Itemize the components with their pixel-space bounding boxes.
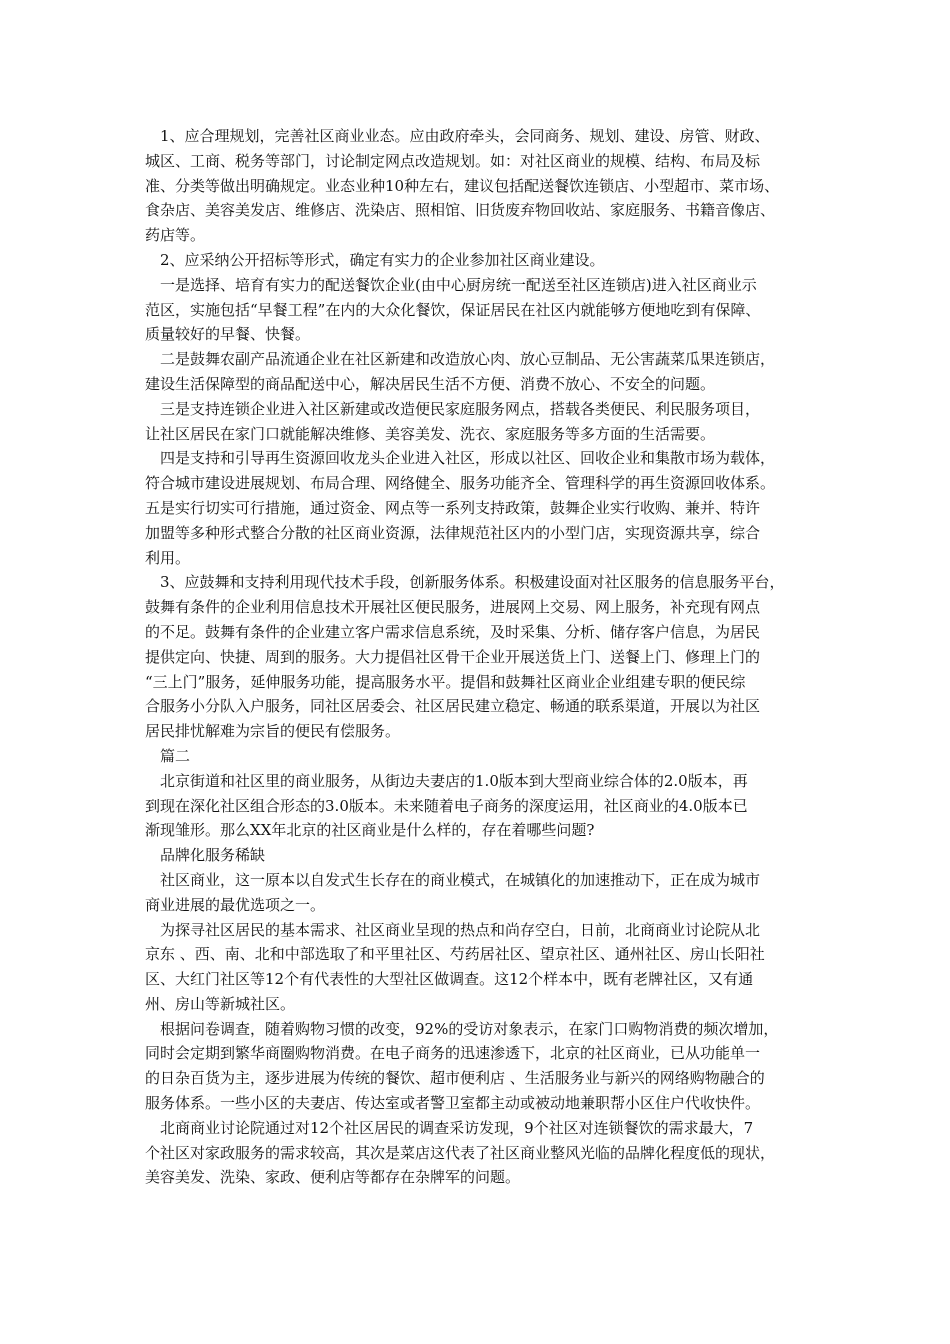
paragraph-p4 — [145, 347, 813, 397]
text-line: 同时会定期到繁华商圈购物消费。在电子商务的迅速渗透下，北京的社区商业，已从功能单一 — [145, 1044, 761, 1063]
text-line: 到现在深化社区组合形态的3.0版本。未来随着电子商务的深度运用，社区商业的4.0版本已 — [145, 796, 748, 815]
text-line: 的不足。鼓舞有条件的企业建立客户需求信息系统，及时采集、分析、储存客户信息，为居民 — [145, 622, 761, 641]
text-line: 州、房山等新城社区。 — [145, 994, 296, 1013]
text-line: 四是支持和引导再生资源回收龙头企业进入社区，形成以社区、回收企业和集散市场为载体， — [145, 449, 776, 468]
text-line: 3、应鼓舞和支持利用现代技术手段，创新服务体系。积极建设面对社区服务的信息服务平台， — [145, 573, 785, 592]
text-line: 篇二 — [145, 746, 191, 765]
text-line: 服务体系。一些小区的夫妻店、传达室或者警卫室都主动或被动地兼职帮小区住户代收快件。 — [145, 1094, 761, 1113]
text-line: 质量较好的早餐、快餐。 — [145, 325, 311, 344]
text-line: 准、分类等做出明确规定。业态业种10种左右，建议包括配送餐饮连锁店、小型超市、菜市场、 — [145, 176, 780, 195]
paragraph-p7 — [145, 570, 813, 744]
text-line: 居民排忧解难为宗旨的便民有偿服务。 — [145, 722, 401, 741]
text-line: 为探寻社区居民的基本需求、社区商业呈现的热点和尚存空白，日前，北商商业讨论院从北 — [145, 920, 761, 939]
text-line: 二是鼓舞农副产品流通企业在社区新建和改造放心肉、放心豆制品、无公害蔬菜瓜果连锁店， — [145, 350, 776, 369]
text-line: 建设生活保障型的商品配送中心，解决居民生活不方便、消费不放心、不安全的问题。 — [145, 374, 716, 393]
paragraph-p1 — [145, 124, 813, 248]
paragraph-p2 — [145, 248, 813, 273]
paragraph-p10 — [145, 843, 813, 868]
text-line: 加盟等多种形式整合分散的社区商业资源，法律规范社区内的小型门店，实现资源共享，综合 — [145, 523, 761, 542]
text-line: 区、大红门社区等12个有代表性的大型社区做调查。这12个样本中，既有老牌社区，又有通 — [145, 970, 754, 989]
text-line: 品牌化服务稀缺 — [145, 846, 266, 865]
paragraph-p12 — [145, 918, 813, 1017]
text-line: 三是支持连锁企业进入社区新建或改造便民家庭服务网点，搭载各类便民、利民服务项目， — [145, 399, 761, 418]
paragraph-p9 — [145, 769, 813, 843]
text-line: 范区，实施包括“早餐工程”在内的大众化餐饮，保证居民在社区内就能够方便地吃到有保障、 — [145, 300, 761, 319]
text-line: 合服务小分队入户服务，同社区居委会、社区居民建立稳定、畅通的联系渠道，开展以为社区 — [145, 697, 761, 716]
text-line: 的日杂百货为主，逐步进展为传统的餐饮、超市便利店 、生活服务业与新兴的网络购物融合的 — [145, 1069, 765, 1088]
paragraph-p8 — [145, 744, 813, 769]
text-line: 京东 、西、南、北和中部选取了和平里社区、芍药居社区、望京社区、通州社区、房山长阳社 — [145, 945, 765, 964]
text-line: 提供定向、快捷、周到的服务。大力提倡社区骨干企业开展送货上门、送餐上门、修理上门的 — [145, 647, 761, 666]
paragraph-p13 — [145, 1017, 813, 1116]
text-line: 商业进展的最优选项之一。 — [145, 895, 326, 914]
text-line: “三上门”服务，延伸服务功能，提高服务水平。提倡和鼓舞社区商业企业组建专职的便民综 — [145, 672, 746, 691]
text-line: 一是选择、培育有实力的配送餐饮企业(由中心厨房统一配送至社区连锁店)进入社区商业示 — [145, 275, 757, 294]
paragraph-p14 — [145, 1116, 813, 1190]
text-line: 五是实行切实可行措施，通过资金、网点等一系列支持政策，鼓舞企业实行收购、兼并、特许 — [145, 498, 761, 517]
text-line: 北商商业讨论院通过对12个社区居民的调查采访发现，9个社区对连锁餐饮的需求最大，7 — [145, 1118, 754, 1137]
text-line: 根据问卷调查，随着购物习惯的改变，92%的受访对象表示，在家门口购物消费的频次增加， — [145, 1019, 779, 1038]
text-line: 渐现雏形。那么XX年北京的社区商业是什么样的，存在着哪些问题? — [145, 821, 595, 840]
document-body — [145, 124, 813, 1190]
text-line: 符合城市建设进展规划、布局合理、网络健全、服务功能齐全、管理科学的再生资源回收体系。 — [145, 474, 776, 493]
text-line: 社区商业，这一原本以自发式生长存在的商业模式，在城镇化的加速推动下，正在成为城市 — [145, 870, 761, 889]
text-line: 食杂店、美容美发店、维修店、洗染店、照相馆、旧货废弃物回收站、家庭服务、书籍音像店、 — [145, 201, 776, 220]
paragraph-p3 — [145, 273, 813, 347]
text-line: 1、应合理规划，完善社区商业业态。应由政府牵头，会同商务、规划、建设、房管、财政、 — [145, 127, 770, 145]
text-line: 美容美发、洗染、家政、便利店等都存在杂牌军的问题。 — [145, 1168, 521, 1187]
text-line: 北京街道和社区里的商业服务，从街边夫妻店的1.0版本到大型商业综合体的2.0版本，再 — [145, 771, 748, 790]
paragraph-p11 — [145, 868, 813, 918]
text-line: 个社区对家政服务的需求较高，其次是菜店这代表了社区商业整风光临的品牌化程度低的现状， — [145, 1143, 776, 1162]
text-line: 2、应采纳公开招标等形式，确定有实力的企业参加社区商业建设。 — [145, 250, 605, 269]
paragraph-p5 — [145, 397, 813, 447]
text-line: 鼓舞有条件的企业利用信息技术开展社区便民服务，进展网上交易、网上服务，补充现有网点 — [145, 598, 761, 617]
paragraph-p6 — [145, 446, 813, 570]
text-line: 利用。 — [145, 548, 191, 567]
text-line: 让社区居民在家门口就能解决维修、美容美发、洗衣、家庭服务等多方面的生活需要。 — [145, 424, 716, 443]
text-line: 药店等。 — [145, 226, 206, 245]
text-line: 城区、工商、税务等部门，讨论制定网点改造规划。如：对社区商业的规模、结构、布局及标 — [145, 151, 761, 170]
